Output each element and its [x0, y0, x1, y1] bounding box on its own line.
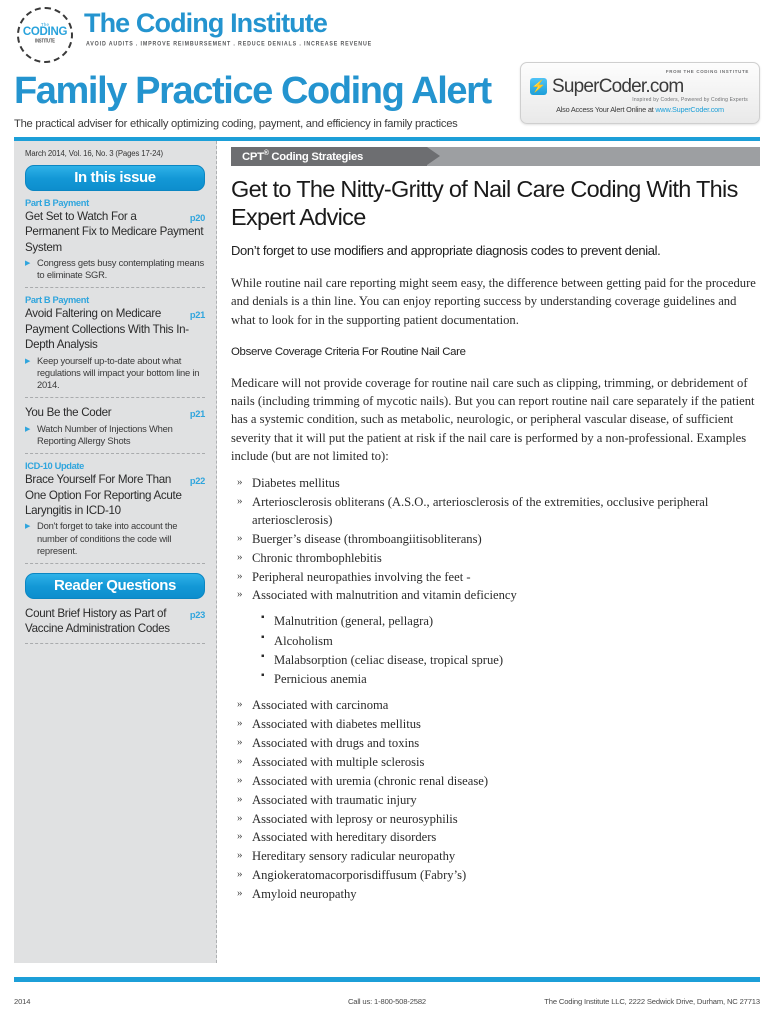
sidebar-bullets: [25, 355, 205, 392]
logo-institute-text: INSTITUTE: [35, 37, 55, 44]
category-banner-arrow-icon: [427, 147, 440, 165]
coding-institute-logo-icon: [14, 6, 76, 64]
sidebar-kicker: ICD-10 Update: [25, 461, 84, 472]
examples-list-two: [231, 697, 760, 904]
list-item: » Angiokeratomacorporisdiffusum (Fabry’s): [231, 867, 760, 885]
footer-phone: Call us: 1-800-508-2582: [347, 997, 426, 1006]
list-item: » Peripheral neuropathies involving the feet -: [231, 569, 760, 587]
footer-blue-rule: [14, 977, 760, 982]
supercoder-promo-box[interactable]: [520, 62, 760, 124]
list-item: » Associated with diabetes mellitus: [231, 716, 760, 734]
sidebar-title: [25, 472, 205, 518]
sidebar-bullet: [25, 423, 205, 447]
list-item: » Associated with carcinoma: [231, 697, 760, 715]
supercoder-logo-row: [530, 77, 750, 96]
category-name: CPT: [242, 150, 264, 163]
institute-branding-row: [14, 6, 760, 68]
supercoder-access-line: [530, 105, 750, 114]
list-item: » Associated with traumatic injury: [231, 792, 760, 810]
sidebar-title-text: Get Set to Watch For a Permanent Fix to Medicare Payment System: [25, 209, 204, 254]
list-item: » Buerger’s disease (thromboangiitisobliterans): [231, 531, 760, 549]
article-main: [217, 141, 760, 963]
sidebar-title: [25, 209, 205, 255]
sidebar-bullets: [25, 257, 205, 281]
list-item: ▪ Pernicious anemia: [231, 670, 760, 688]
sidebar-page-number: p22: [189, 476, 205, 487]
list-item: » Associated with multiple sclerosis: [231, 754, 760, 772]
sidebar-bullet: [25, 520, 205, 557]
sidebar-kicker: Part B Payment: [25, 295, 89, 306]
sidebar-item-2[interactable]: [25, 398, 205, 454]
sidebar-reader-question-0[interactable]: [25, 599, 205, 644]
triangle-bullet-icon: ▶: [25, 259, 31, 267]
sidebar-item-3[interactable]: [25, 454, 205, 564]
list-item: » Amyloid neuropathy: [231, 886, 760, 904]
list-item: » Associated with drugs and toxins: [231, 735, 760, 753]
list-item: » Arteriosclerosis obliterans (A.S.O., arteriosclerosis of the extremities, occlusive peripheral arteriosclerosis): [231, 494, 760, 530]
sidebar-title: [25, 606, 205, 637]
footer-address: The Coding Institute LLC, 2222 Sedwick Drive, Durham, NC 27713: [544, 997, 760, 1006]
supercoder-powered-line: Inspired by Coders, Powered by Coding Experts: [632, 97, 748, 103]
supercoder-from-line: FROM THE CODING INSTITUTE: [665, 69, 749, 74]
supercoder-access-prefix: Also Access Your Alert Online at: [556, 105, 656, 114]
article-title: Get to The Nitty-Gritty of Nail Care Coding With This Expert Advice: [231, 175, 738, 230]
sidebar-title-text: Count Brief History as Part of Vaccine Administration Codes: [25, 607, 170, 636]
list-item: ▪ Malabsorption (celiac disease, tropical sprue): [231, 651, 760, 669]
sidebar-bullet-text: Congress gets busy contemplating means to eliminate SGR.: [37, 256, 204, 281]
publication-subtitle: The practical adviser for ethically optimizing coding, payment, and efficiency in family practices: [14, 117, 458, 130]
sidebar-title: [25, 306, 205, 352]
list-item: » Diabetes mellitus: [231, 475, 760, 493]
sidebar-page-number: p21: [189, 310, 205, 321]
sidebar-bullets: [25, 520, 205, 557]
sidebar-bullet-text: Watch Number of Injections When Reporting Allergy Shots: [37, 422, 173, 446]
article-deck: Don’t forget to use modifiers and appropriate diagnosis codes to prevent denial.: [231, 243, 661, 259]
institute-tagline: AVOID AUDITS . IMPROVE REIMBURSEMENT . REDUCE DENIALS . INCREASE REVENUE: [86, 40, 373, 48]
institute-name: The Coding Institute: [84, 8, 327, 38]
masthead: [0, 0, 774, 130]
triangle-bullet-icon: ▶: [25, 523, 31, 531]
sidebar: [14, 141, 217, 963]
examples-list-one: [231, 475, 760, 605]
examples-sub-list: [231, 612, 760, 688]
sidebar-page-number: p21: [189, 409, 205, 420]
footer-year: 2014: [14, 997, 31, 1006]
supercoder-url-link[interactable]: www.SuperCoder.com: [655, 105, 724, 114]
list-item: » Associated with uremia (chronic renal disease): [231, 773, 760, 791]
sidebar-item-0[interactable]: [25, 191, 205, 289]
registered-mark-icon: ®: [263, 149, 269, 157]
sidebar-bullet: [25, 355, 205, 392]
supercoder-lightning-icon: [530, 78, 547, 95]
logo-coding-text: CODING: [22, 26, 68, 38]
sidebar-bullets: [25, 423, 205, 447]
list-item: ▪ Malnutrition (general, pellagra): [231, 612, 760, 630]
list-item: » Chronic thrombophlebitis: [231, 550, 760, 568]
institute-text-block: [84, 6, 372, 47]
triangle-bullet-icon: ▶: [25, 357, 31, 365]
list-item: ▪ Alcoholism: [231, 632, 760, 650]
article-subheading: Observe Coverage Criteria For Routine Nail Care: [231, 345, 466, 358]
sidebar-title: [25, 405, 205, 420]
list-item: » Hereditary sensory radicular neuropathy: [231, 848, 760, 866]
page-footer: [14, 997, 760, 1006]
article-category-banner: [231, 147, 760, 166]
article-body-paragraph: Medicare will not provide coverage for routine nail care such as clipping, trimming, or debridement of nails (including trimming of mycotic nails). But you can report routine nail care separately if the patient has a systemic condition, such as metabolic, neurologic, or peripheral vascular disease, of sufficient severity that it will put the patient at risk if the nail care is performed by a non-professional. Examples include (but are not limited to):: [231, 375, 755, 463]
sidebar-kicker: Part B Payment: [25, 197, 89, 208]
sidebar-item-1[interactable]: [25, 288, 205, 398]
sidebar-page-number: p20: [189, 212, 205, 223]
list-item: » Associated with leprosy or neurosyphilis: [231, 811, 760, 829]
sidebar-title-text: Avoid Faltering on Medicare Payment Collections With This In-Depth Analysis: [25, 307, 189, 352]
list-item: » Associated with malnutrition and vitamin deficiency: [231, 587, 760, 605]
sidebar-title-text: Brace Yourself For More Than One Option For Reporting Acute Laryngitis in ICD-10: [25, 473, 182, 517]
in-this-issue-header: In this issue: [25, 165, 205, 191]
reader-questions-header: Reader Questions: [25, 573, 205, 599]
sidebar-bullet-text: Keep yourself up-to-date about what regulations will impact your bottom line in 2014.: [37, 354, 200, 391]
sidebar-bullet: [25, 257, 205, 281]
sidebar-bullet-text: Don't forget to take into account the number of conditions the code will represent.: [37, 520, 178, 556]
article-intro-paragraph: While routine nail care reporting might seem easy, the difference between getting paid for the procedure and denials is a thin line. You can enjoy reporting success by understanding coverage guidelines and what to look for in the supporting patient documentation.: [231, 276, 756, 327]
page-content: [0, 141, 774, 963]
triangle-bullet-icon: ▶: [25, 425, 31, 433]
supercoder-name: SuperCoder.com: [552, 76, 684, 97]
publication-title: Family Practice Coding Alert: [14, 70, 491, 112]
issue-info: March 2014, Vol. 16, No. 3 (Pages 17-24): [25, 148, 163, 158]
sidebar-page-number: p23: [189, 610, 205, 620]
category-banner-label: [242, 150, 363, 163]
list-item: » Associated with hereditary disorders: [231, 829, 760, 847]
category-suffix: Coding Strategies: [268, 150, 363, 163]
sidebar-title-text: You Be the Coder: [25, 406, 112, 420]
logo-the-text: The: [40, 22, 50, 27]
